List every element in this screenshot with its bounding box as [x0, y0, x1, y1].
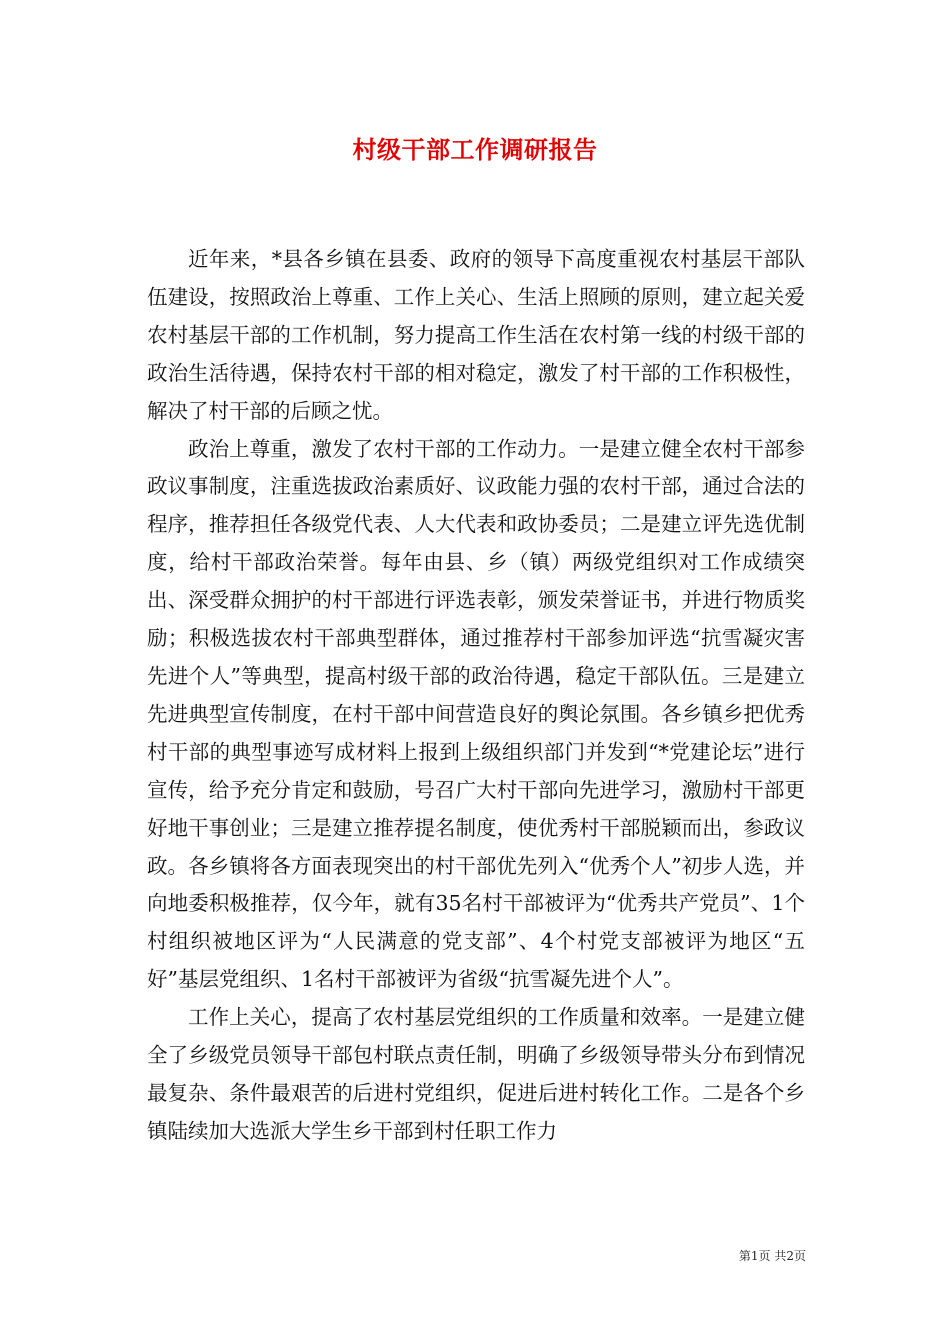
- paragraph: 政治上尊重，激发了农村干部的工作动力。一是建立健全农村干部参政议事制度，注重选拔政治素质好、议政能力强的农村干部，通过合法的程序，推荐担任各级党代表、人大代表和政协委员；二是建立评先选优制度，给村干部政治荣誉。每年由县、乡（镇）两级党组织对工作成绩突出、深受群众拥护的村干部进行评选表彰，颁发荣誉证书，并进行物质奖励；积极选拔农村干部典型群体，通过推荐村干部参加评选“抗雪凝灾害先进个人”等典型，提高村级干部的政治待遇，稳定干部队伍。三是建立先进典型宣传制度，在村干部中间营造良好的舆论氛围。各乡镇乡把优秀村干部的典型事迹写成材料上报到上级组织部门并发到“*党建论坛”进行宣传，给予充分肯定和鼓励，号召广大村干部向先进学习，激励村干部更好地干事创业；三是建立推荐提名制度，使优秀村干部脱颖而出，参政议政。各乡镇将各方面表现突出的村干部优先列入“优秀个人”初步人选，并向地委积极推荐，仅今年，就有35名村干部被评为“优秀共产党员”、1个村组织被地区评为“人民满意的党支部”、4个村党支部被评为地区“五好”基层党组织、1名村干部被评为省级“抗雪凝先进个人”。: [147, 436, 805, 992]
- paragraph: 近年来，*县各乡镇在县委、政府的领导下高度重视农村基层干部队伍建设，按照政治上尊重、工作上关心、生活上照顾的原则，建立起关爱农村基层干部的工作机制，努力提高工作生活在农村第一线的村级干部的政治生活待遇，保持农村干部的相对稳定，激发了村干部的工作积极性，解决了村干部的后顾之忧。: [147, 247, 805, 423]
- page-number-footer: 第1页 共2页: [738, 1249, 806, 1263]
- paragraph: 工作上关心，提高了农村基层党组织的工作质量和效率。一是建立健全了乡级党员领导干部包村联点责任制，明确了乡级领导带头分布到情况最复杂、条件最艰苦的后进村党组织，促进后进村转化工作。二是各个乡镇陆续加大选派大学生乡干部到村任职工作力: [147, 1005, 805, 1143]
- document-title: 村级干部工作调研报告: [352, 135, 598, 164]
- document-body: [147, 241, 805, 1151]
